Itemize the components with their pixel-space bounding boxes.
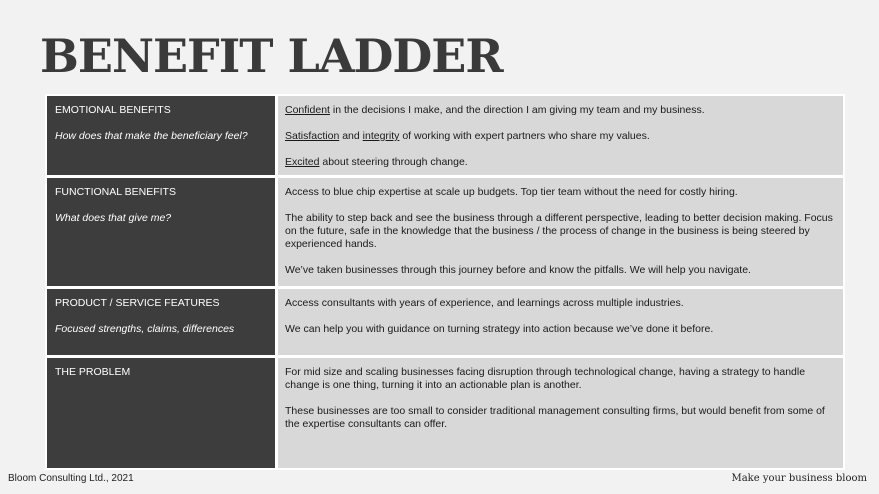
- content-paragraph: Access consultants with years of experience, and learnings across multiple industries.: [285, 297, 684, 309]
- paragraph-text: in the decisions I make, and the direction I am giving my team and my business.: [329, 104, 705, 116]
- row-subheading: Focused strengths, claims, differences: [55, 323, 235, 335]
- paragraph-text: and: [339, 130, 363, 142]
- content-paragraph: For mid size and scaling businesses facing disruption through technological change, having a strategy to handle change is one thing, turning it into an actionable plan is another.: [285, 366, 806, 391]
- row-heading: PRODUCT / SERVICE FEATURES: [55, 297, 220, 309]
- underlined-term: integrity: [362, 130, 400, 142]
- content-paragraph: [285, 156, 836, 169]
- footer-tagline: Make your business bloom: [731, 473, 867, 484]
- content-paragraph: The ability to step back and see the business through a different perspective, leading to better decision making. Focus on the future, safe in the knowledge that the business / the process of change in the business is being steered by experienced hands.: [285, 212, 833, 250]
- paragraph-text: of working with expert partners who share my values.: [399, 130, 650, 142]
- row-content-cell: [278, 178, 843, 286]
- footer-company: Bloom Consulting Ltd., 2021: [8, 473, 134, 484]
- underlined-term: Excited: [285, 156, 320, 168]
- row-heading: THE PROBLEM: [55, 366, 131, 378]
- content-paragraph: We’ve taken businesses through this journey before and know the pitfalls. We will help you navigate.: [285, 264, 751, 276]
- row-subheading: What does that give me?: [55, 212, 172, 224]
- row-label-cell: [47, 289, 275, 355]
- row-label-cell: [47, 178, 275, 286]
- ladder-row-emotional-benefits: [47, 96, 843, 175]
- ladder-row-functional-benefits: [47, 178, 843, 286]
- row-label-cell: [47, 96, 275, 175]
- underlined-term: Confident: [285, 104, 330, 116]
- content-paragraph: We can help you with guidance on turning strategy into action because we’ve done it before.: [285, 323, 714, 335]
- row-label-cell: [47, 358, 275, 468]
- content-paragraph: These businesses are too small to consider traditional management consulting firms, but would benefit from some of the expertise consultants can offer.: [285, 405, 825, 430]
- row-content-cell: [278, 289, 843, 355]
- content-paragraph: [285, 104, 836, 117]
- page-title: BENEFIT LADDER: [40, 29, 503, 83]
- content-paragraph: [285, 130, 836, 143]
- row-content-cell: [278, 96, 843, 175]
- ladder-row-product-service-features: [47, 289, 843, 355]
- underlined-term: Satisfaction: [285, 130, 340, 142]
- paragraph-text: about steering through change.: [319, 156, 468, 168]
- content-paragraph: Access to blue chip expertise at scale up budgets. Top tier team without the need for costly hiring.: [285, 186, 738, 198]
- ladder-row-the-problem: [47, 358, 843, 468]
- row-heading: FUNCTIONAL BENEFITS: [55, 186, 176, 198]
- row-content-cell: [278, 358, 843, 468]
- row-heading: EMOTIONAL BENEFITS: [55, 104, 171, 116]
- row-subheading: How does that make the beneficiary feel?: [55, 130, 248, 142]
- benefit-ladder-table: [45, 94, 845, 470]
